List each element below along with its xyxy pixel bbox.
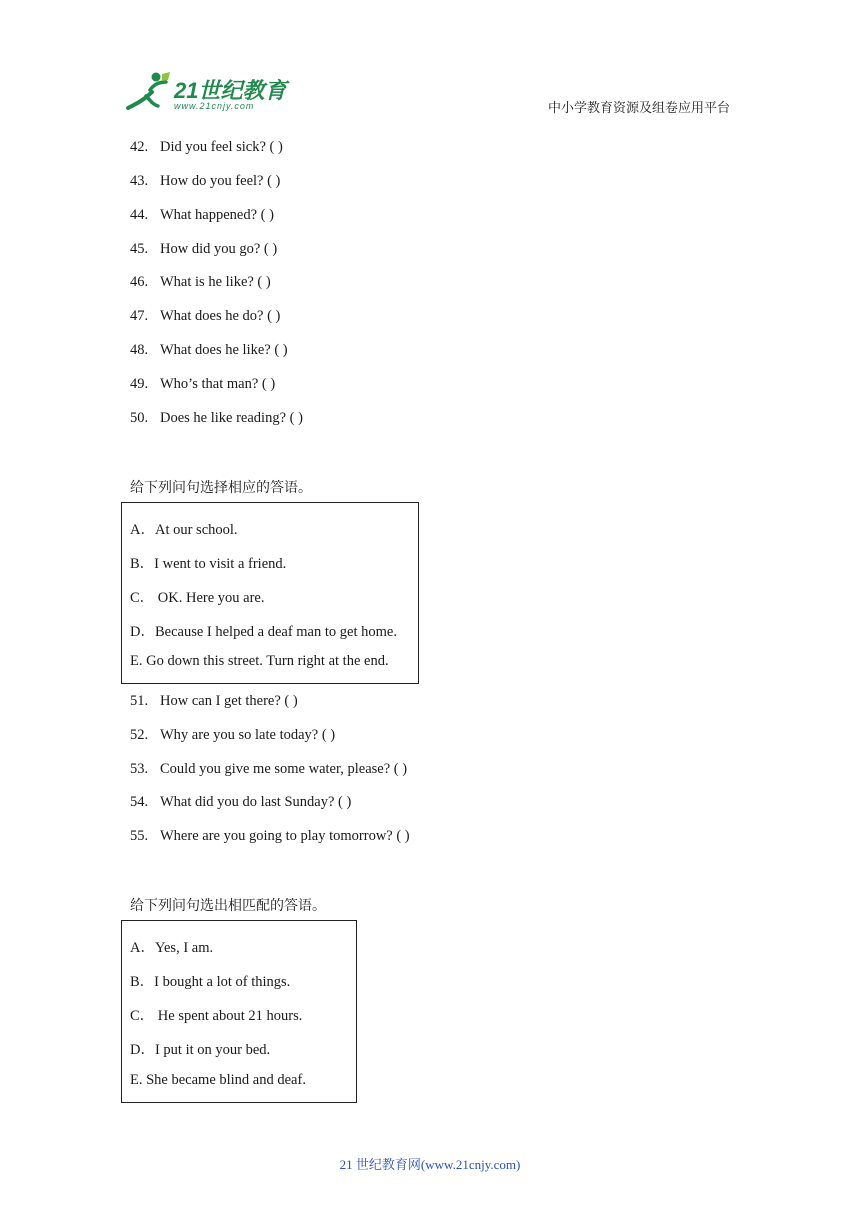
question-item: 49. Who’s that man? ( ) [130, 376, 276, 392]
section-title: 给下列问句选择相应的答语。 [130, 480, 312, 496]
section-title: 给下列问句选出相匹配的答语。 [130, 898, 326, 914]
question-item: 53. Could you give me some water, please? ( ) [130, 761, 408, 777]
answer-option: C． OK. Here you are. [130, 590, 265, 606]
answer-options-box [121, 920, 357, 1103]
answer-option: C． He spent about 21 hours. [130, 1008, 303, 1024]
runner-icon [122, 70, 172, 114]
answer-option: D．Because I helped a deaf man to get home. [130, 624, 397, 640]
question-item: 45. How did you go? ( ) [130, 241, 278, 257]
answer-option: A．At our school. [130, 522, 238, 538]
answer-option: B．I bought a lot of things. [130, 974, 291, 990]
question-item: 43. How do you feel? ( ) [130, 173, 281, 189]
answer-option: E. Go down this street. Turn right at the end. [130, 653, 389, 669]
question-item: 42. Did you feel sick? ( ) [130, 139, 283, 155]
question-item: 51. How can I get there? ( ) [130, 693, 298, 709]
logo [122, 70, 292, 116]
question-item: 52. Why are you so late today? ( ) [130, 727, 336, 743]
answer-option: B．I went to visit a friend. [130, 556, 287, 572]
question-item: 54. What did you do last Sunday? ( ) [130, 794, 352, 810]
answer-option: E. She became blind and deaf. [130, 1072, 306, 1088]
question-item: 48. What does he like? ( ) [130, 342, 288, 358]
footer-link[interactable]: 21 世纪教育网(www.21cnjy.com) [339, 1157, 521, 1172]
question-item: 44. What happened? ( ) [130, 207, 274, 223]
answer-options-box [121, 502, 419, 684]
platform-label: 中小学教育资源及组卷应用平台 [547, 101, 730, 116]
answer-option: D．I put it on your bed. [130, 1042, 271, 1058]
question-item: 47. What does he do? ( ) [130, 308, 281, 324]
answer-option: A．Yes, I am. [130, 940, 214, 956]
question-item: 46. What is he like? ( ) [130, 274, 271, 290]
logo-url: www.21cnjy.com [174, 101, 255, 111]
question-item: 55. Where are you going to play tomorrow? ( ) [130, 828, 410, 844]
logo-text: 21世纪教育 [174, 78, 287, 103]
question-item: 50. Does he like reading? ( ) [130, 410, 303, 426]
